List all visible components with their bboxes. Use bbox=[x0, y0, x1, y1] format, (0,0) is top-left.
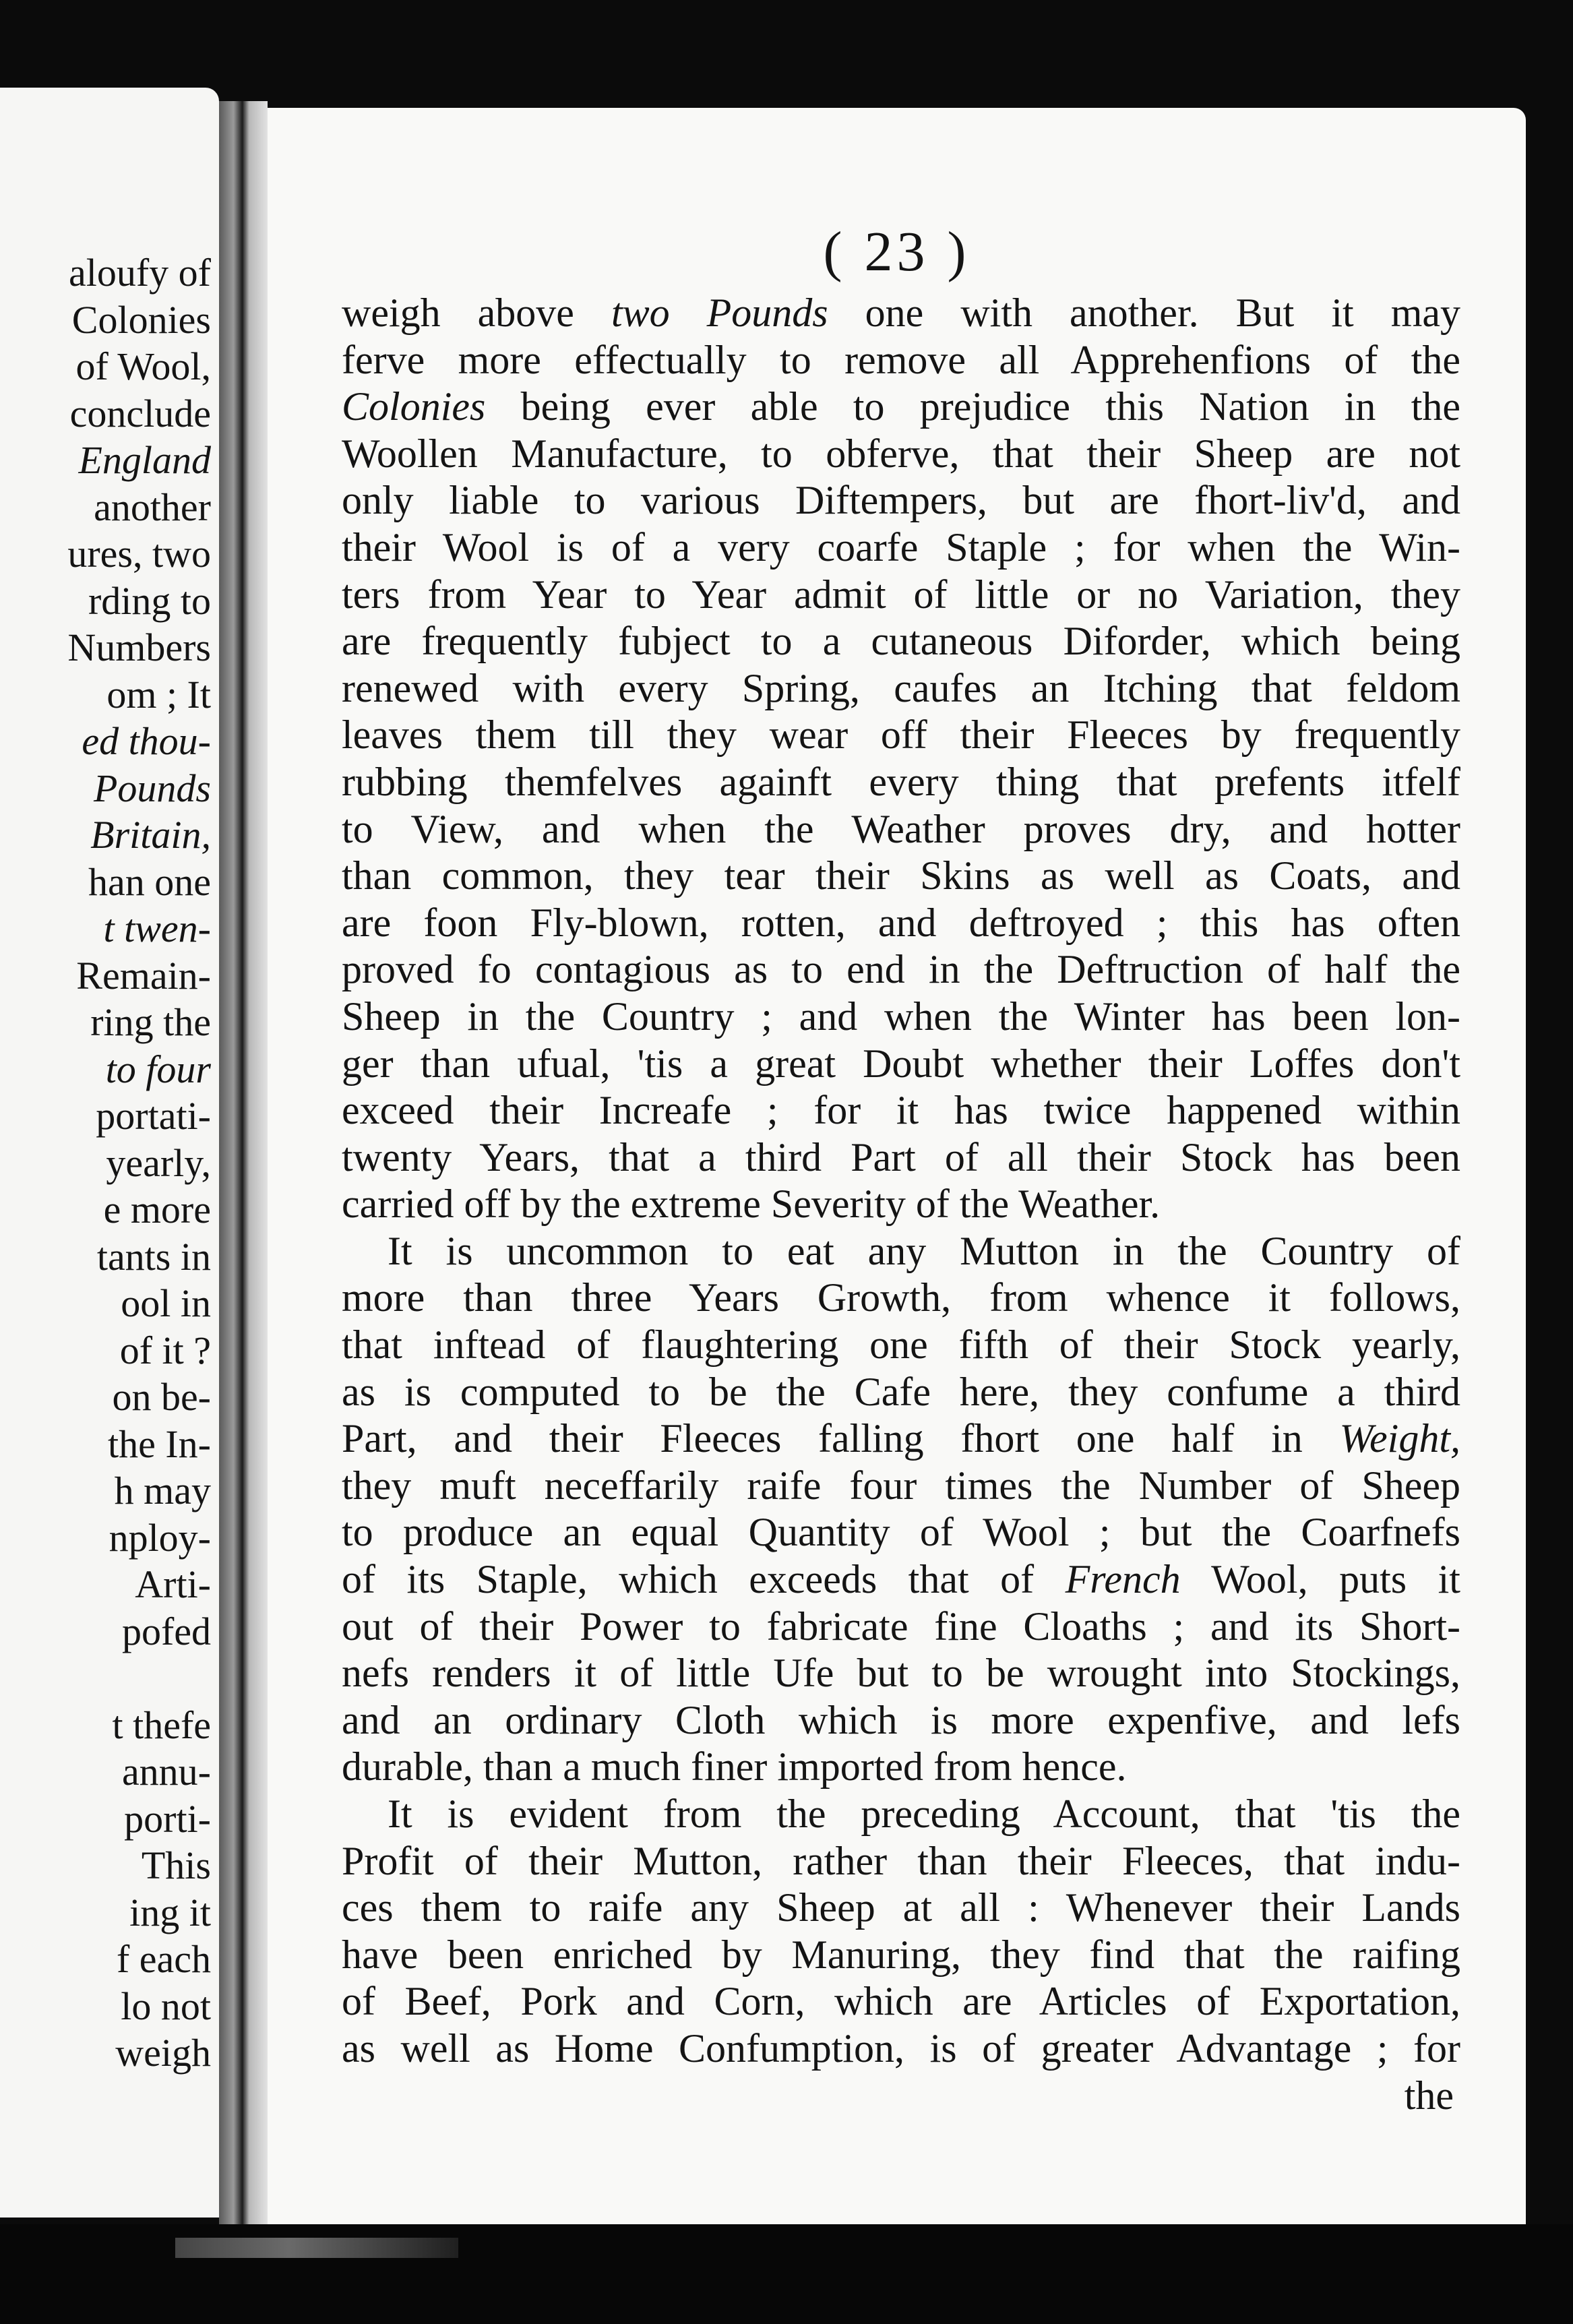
text-line: are frequently fubject to a cutaneous Diforder, which being bbox=[342, 619, 1460, 664]
page-number: ( 23 ) bbox=[823, 220, 970, 283]
text-line: Colonies being ever able to prejudice this Nation in the bbox=[342, 384, 1460, 429]
left-page-line: ures, two bbox=[67, 532, 211, 576]
text-line: they muft neceffarily raife four times the Number of Sheep bbox=[342, 1463, 1460, 1508]
text-line: nefs renders it of little Ufe but to be wrought into Stockings, bbox=[342, 1651, 1460, 1696]
text-line: more than three Years Growth, from whence it follows, bbox=[342, 1275, 1460, 1320]
text-line: of its Staple, which exceeds that of French Wool, puts it bbox=[342, 1557, 1460, 1602]
text-line: as is computed to be the Cafe here, they confume a third bbox=[342, 1369, 1460, 1414]
right-page bbox=[268, 108, 1526, 2231]
text-line: rubbing themfelves againft every thing that prefents itfelf bbox=[342, 759, 1460, 804]
text-line: carried off by the extreme Severity of the Weather. bbox=[342, 1182, 1161, 1227]
left-page-line: yearly, bbox=[106, 1140, 211, 1185]
left-page-line: lo not bbox=[121, 1984, 211, 2028]
text-line: proved fo contagious as to end in the Deftruction of half the bbox=[342, 947, 1460, 992]
text-line: as well as Home Confumption, is of greater Advantage ; for bbox=[342, 2025, 1460, 2071]
left-page-line: This bbox=[141, 1843, 211, 1887]
left-page-line: Colonies bbox=[71, 297, 211, 342]
left-page-line: to four bbox=[105, 1047, 211, 1091]
book-gutter bbox=[219, 101, 268, 2224]
left-page-line: porti- bbox=[124, 1796, 211, 1841]
text-line: Profit of their Mutton, rather than their Fleeces, that indu- bbox=[342, 1838, 1460, 1883]
left-page-line: ed thou- bbox=[82, 719, 211, 763]
text-line: out of their Power to fabricate fine Cloaths ; and its Short- bbox=[342, 1603, 1460, 1649]
left-page-line: weigh bbox=[115, 2031, 211, 2075]
left-page-line: of it ? bbox=[119, 1328, 211, 1372]
left-page-line: conclude bbox=[69, 391, 211, 435]
left-page-line: another bbox=[94, 485, 211, 529]
left-page-line: nploy- bbox=[109, 1515, 211, 1560]
left-page-line: portati- bbox=[96, 1094, 211, 1138]
left-page-line: han one bbox=[88, 859, 211, 904]
left-page-line: on be- bbox=[112, 1375, 211, 1419]
scan-artifact bbox=[175, 2238, 458, 2258]
text-line: to View, and when the Weather proves dry, and hotter bbox=[342, 806, 1460, 851]
left-page-line: England bbox=[78, 438, 211, 482]
left-page-line bbox=[0, 1655, 211, 1702]
left-page-line: ring the bbox=[90, 1000, 211, 1044]
left-page-line: Remain- bbox=[76, 953, 211, 998]
text-line: ferve more effectually to remove all Apprehenfions of the bbox=[342, 337, 1460, 382]
left-page-line: e more bbox=[103, 1188, 211, 1231]
left-page-line: pofed bbox=[121, 1609, 211, 1653]
text-line: It is uncommon to eat any Mutton in the Country of bbox=[388, 1228, 1460, 1273]
left-page-line: rding to bbox=[88, 578, 211, 623]
left-page-line: Numbers bbox=[67, 625, 211, 669]
text-line: Sheep in the Country ; and when the Winter has been lon- bbox=[342, 993, 1460, 1039]
text-line: and an ordinary Cloth which is more expenfive, and lefs bbox=[342, 1697, 1460, 1742]
text-line: that inftead of flaughtering one fifth of their Stock yearly, bbox=[342, 1322, 1460, 1368]
left-page-line: f each bbox=[116, 1937, 211, 1981]
text-line: of Beef, Pork and Corn, which are Articles of Exportation, bbox=[342, 1979, 1460, 2024]
left-page-line: Arti- bbox=[135, 1562, 211, 1606]
text-line: Woollen Manufacture, to obferve, that their Sheep are not bbox=[342, 431, 1460, 476]
left-page-line: Pounds bbox=[94, 766, 211, 810]
left-page-line: Britain, bbox=[90, 813, 211, 857]
left-page-line: ool in bbox=[121, 1281, 211, 1325]
left-page-line: annu- bbox=[121, 1750, 211, 1794]
left-page-line: aloufy of bbox=[69, 251, 211, 295]
text-line: twenty Years, that a third Part of all their Stock has been bbox=[342, 1134, 1460, 1180]
text-line: than common, they tear their Skins as well as Coats, and bbox=[342, 853, 1460, 898]
left-page-line: om ; It bbox=[106, 672, 211, 716]
text-line: ger than ufual, 'tis a great Doubt whether their Loffes don't bbox=[342, 1041, 1460, 1086]
catchword: the bbox=[1404, 2073, 1454, 2118]
text-line: leaves them till they wear off their Fleeces by frequently bbox=[342, 712, 1460, 758]
text-line: ces them to raife any Sheep at all : Whenever their Lands bbox=[342, 1885, 1460, 1930]
left-page-line: ing it bbox=[129, 1890, 211, 1934]
left-page-line: h may bbox=[114, 1469, 211, 1512]
text-line: are foon Fly-blown, rotten, and deftroyed ; this has often bbox=[342, 900, 1460, 945]
text-line: exceed their Increafe ; for it has twice happened within bbox=[342, 1088, 1460, 1133]
left-page-line: the In- bbox=[108, 1421, 211, 1466]
page-body-text bbox=[342, 290, 1460, 2119]
text-line: only liable to various Diftempers, but are fhort-liv'd, and bbox=[342, 478, 1460, 523]
text-line: renewed with every Spring, caufes an Itching that feldom bbox=[342, 665, 1460, 710]
left-page-line: t twen- bbox=[103, 907, 211, 950]
text-line: It is evident from the preceding Account, that 'tis the bbox=[388, 1792, 1460, 1836]
text-line: ters from Year to Year admit of little or no Variation, they bbox=[342, 572, 1460, 617]
text-line: their Wool is of a very coarfe Staple ; for when the Win- bbox=[342, 524, 1460, 570]
text-line: weigh above two Pounds one with another. But it may bbox=[342, 290, 1460, 335]
text-line: have been enriched by Manuring, they find that the raifing bbox=[342, 1932, 1460, 1977]
left-page-line: t thefe bbox=[112, 1703, 211, 1747]
left-page-line: tants in bbox=[96, 1234, 211, 1279]
left-facing-page bbox=[0, 88, 219, 2218]
text-line: to produce an equal Quantity of Wool ; but the Coarfnefs bbox=[342, 1510, 1460, 1555]
left-page-line: of Wool, bbox=[75, 344, 211, 388]
text-line: durable, than a much finer imported from hence. bbox=[342, 1744, 1127, 1790]
text-line: Part, and their Fleeces falling fhort one half in Weight, bbox=[342, 1416, 1460, 1461]
left-page-text bbox=[0, 249, 211, 2077]
